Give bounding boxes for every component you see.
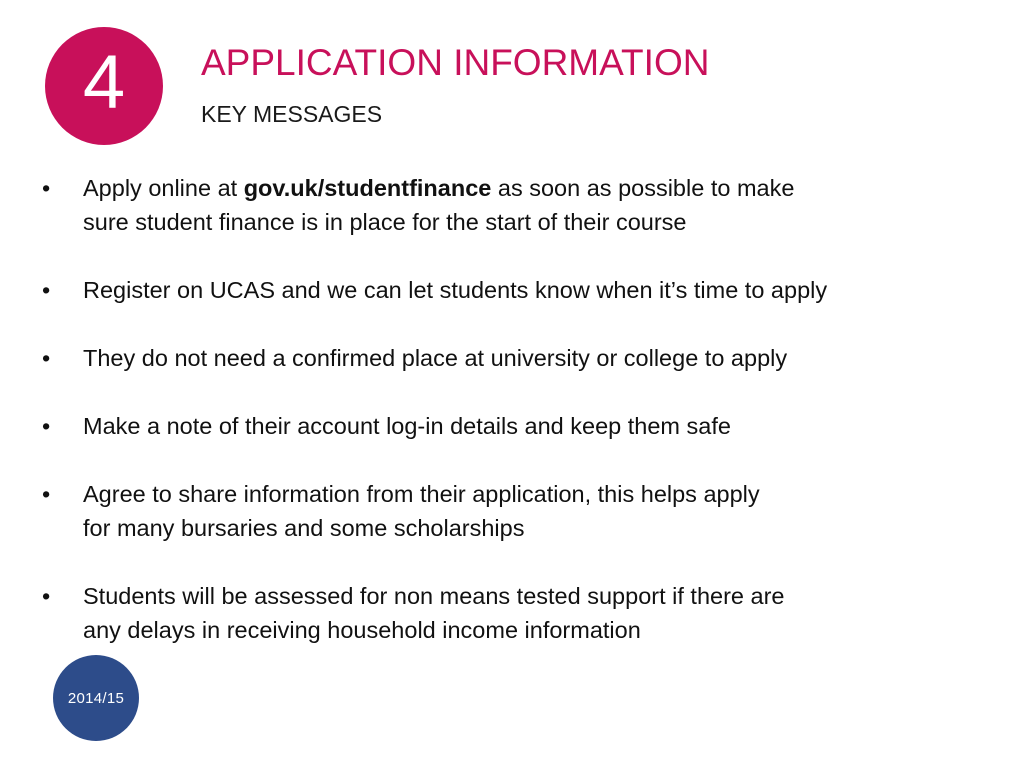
bullet-item xyxy=(42,171,1002,239)
bullet-icon: • xyxy=(42,277,51,303)
bullet-line: any delays in receiving household income information xyxy=(83,617,641,643)
bullet-item xyxy=(42,341,1002,375)
bullet-item xyxy=(42,477,1002,545)
section-number: 4 xyxy=(82,40,126,125)
bullet-icon: • xyxy=(42,413,51,439)
page-subtitle: KEY MESSAGES xyxy=(201,101,383,127)
bullet-line: Register on UCAS and we can let students know when it’s time to apply xyxy=(83,277,828,303)
bullet-line: for many bursaries and some scholarships xyxy=(83,515,525,541)
bullet-item xyxy=(42,409,1002,443)
bullet-icon: • xyxy=(42,175,51,201)
bullet-item xyxy=(42,579,1002,647)
website-link-text: gov.uk/studentfinance xyxy=(243,175,492,201)
bullet-text: Apply online at xyxy=(83,175,244,201)
bullet-icon: • xyxy=(42,481,51,507)
bullet-line: sure student finance is in place for the start of their course xyxy=(83,209,687,235)
page-title: APPLICATION INFORMATION xyxy=(201,42,710,83)
year-badge xyxy=(53,655,139,741)
key-messages-list xyxy=(42,171,1002,647)
bullet-icon: • xyxy=(42,583,51,609)
bullet-line: They do not need a confirmed place at university or college to apply xyxy=(83,345,788,371)
bullet-line: Agree to share information from their application, this helps apply xyxy=(83,481,760,507)
bullet-text: as soon as possible to make xyxy=(491,175,795,201)
section-number-badge xyxy=(45,27,163,145)
year-label: 2014/15 xyxy=(67,689,125,707)
bullet-line xyxy=(83,171,1002,205)
bullet-line: Students will be assessed for non means tested support if there are xyxy=(83,583,785,609)
bullet-line: Make a note of their account log-in details and keep them safe xyxy=(83,413,731,439)
bullet-item xyxy=(42,273,1002,307)
bullet-icon: • xyxy=(42,345,51,371)
